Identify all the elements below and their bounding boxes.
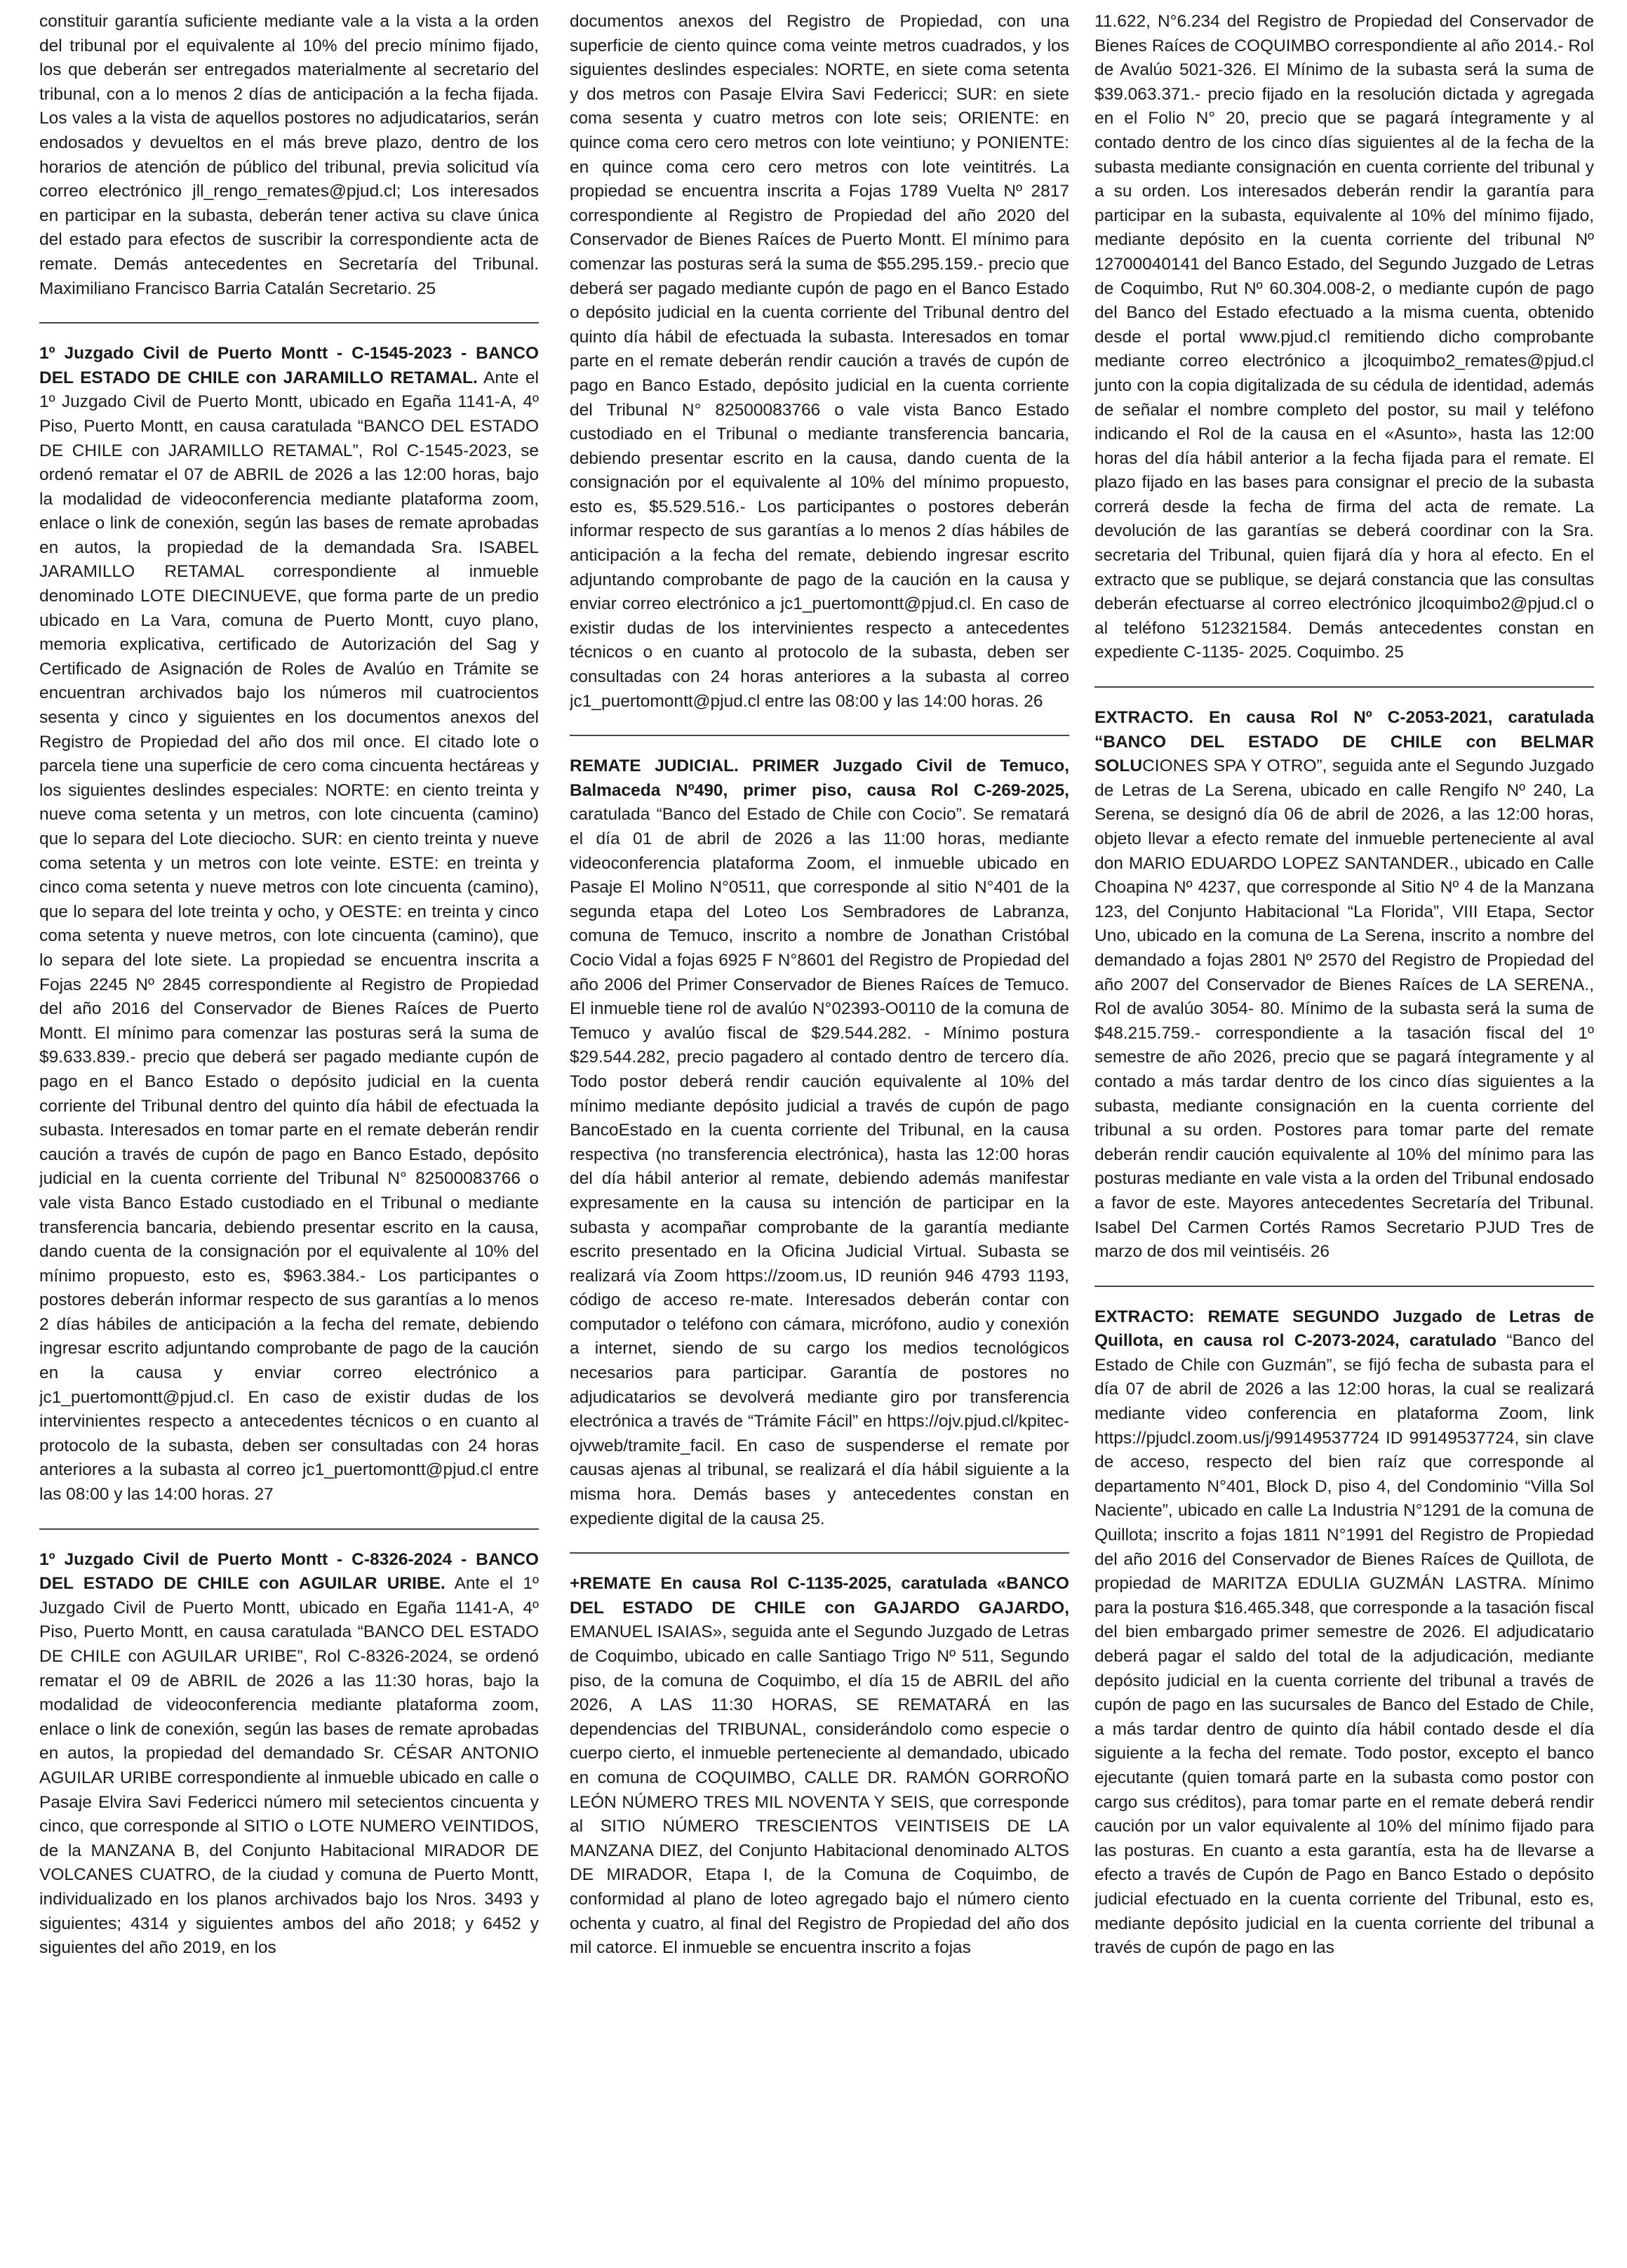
notice-3-1 [1094,10,1594,665]
notice-2-2 [570,754,1069,1531]
notice-heading: EXTRACTO: REMATE SEGUNDO Juzgado de Letras de Quillota, en causa rol C-2073-2024, caratulado [1094,1307,1594,1351]
notice-3-2 [1094,706,1594,1265]
notice-heading: 1º Juzgado Civil de Puerto Montt - C-8326-2024 - BANCO DEL ESTADO DE CHILE con AGUILAR URIBE. [39,1549,539,1594]
notice-body: “Banco del Estado de Chile con Guzmán”, se fijó fecha de subasta para el día 07 de abril de 2026 a las 12:00 horas, la cual se realizará mediante video conferencia en plataforma Zoom, link https://pjudcl.zoom.us/j/99149537724 ID 99149537724, sin clave de acceso, respecto del bien raíz que corresponde al departamento N°401, Block D, piso 4, del Condominio “Villa Sol Naciente”, ubicado en calle La Industria N°1291 de la comuna de Quillota; inscrito a fojas 1811 N°1991 del Registro de Propiedad del año 2016 del Conservador de Bienes Raíces de Quillota, de propiedad de MARITZA EDULIA GUZMÁN LASTRA. Mínimo para la postura $16.465.348, que corresponde a la tasación fiscal del bien embargado primer semestre de 2026. El adjudicatario deberá pagar el saldo del total de la adjudicación, mediante depósito judicial en la cuenta corriente del tribunal a través de cupón de pago en las sucursales de Banco del Estado de Chile, a más tardar dentro de quinto día hábil contado desde el día siguiente a la fecha del remate. Todo postor, excepto el banco ejecutante (quien tomará parte en la subasta como postor con cargo sus créditos), para tomar parte en el remate deberá rendir caución por un valor equivalente al 10% del mínimo fijado para las posturas. En cuanto a esta garantía, esta ha de llevarse a efecto a través de Cupón de Pago en Banco Estado o depósito judicial efectuado en la cuenta corriente del Tribunal, esto es, mediante depósito judicial en la cuenta corriente del tribunal a través de cupón de pago en las [1094,1331,1594,1958]
notice-body: 11.622, N°6.234 del Registro de Propiedad del Conservador de Bienes Raíces de COQUIMBO correspondiente al año 2014.- Rol de Avalúo 5021-326. El Mínimo de la subasta será la suma de $39.063.371.- precio fijado en la resolución dictada y agregada en el Folio N° 20, precio que se pagará íntegramente y al contado dentro de los cinco días siguientes al de la fecha de la subasta mediante consignación en cuenta corriente del tribunal y a su orden. Los interesados deberán rendir la garantía para participar en la subasta, equivalente al 10% del mínimo fijado, mediante depósito en la cuenta corriente del tribunal Nº 12700040141 del Banco Estado, del Segundo Juzgado de Letras de Coquimbo, Rut Nº 60.304.008-2, o mediante cupón de pago del Banco del Estado efectuado a la misma cuenta, obtenido desde el portal www.pjud.cl remitiendo dicho comprobante mediante correo electrónico a jlcoquimbo2_remates@pjud.cl junto con la copia digitalizada de su cédula de identidad, además de señalar el nombre completo del postor, su mail y teléfono indicando el Rol de la causa en el «Asunto», hasta las 12:00 horas del día hábil anterior a la fecha fijada para el remate. El plazo fijado en las bases para consignar el precio de la subasta correrá desde la fecha de firma del acta de remate. La devolución de las garantías se deberá coordinar con la Sra. secretaria del Tribunal, quien fijará día y hora al efecto. En el extracto que se publique, se dejará constancia que las consultas deberán efectuarse al correo electrónico jlcoquimbo2@pjud.cl o al teléfono 512321584. Demás antecedentes constan en expediente C-1135- 2025. Coquimbo. 25 [1094,12,1594,662]
column-1 [39,10,539,2262]
divider-line [1094,686,1594,688]
notice-2-3 [570,1572,1069,1961]
notice-body: constituir garantía suficiente mediante vale a la vista a la orden del tribunal por el equivalente al 10% del precio mínimo fijado, los que deberán ser entregados materialmente al secretario del tribunal, con a lo menos 2 días de anticipación a la fecha fijada. Los vales a la vista de aquellos postores no adjudicatarios, serán endosados y devueltos en el más breve plazo, dentro de los horarios de atención de público del tribunal, previa solicitud vía correo electrónico jll_rengo_remates@pjud.cl; Los interesados en participar en la subasta, deberán tener activa su clave única del estado para efectos de suscribir la correspondiente acta de remate. Demás antecedentes en Secretaría del Tribunal. Maximiliano Francisco Barria Catalán Secretario. 25 [39,12,539,298]
notice-heading: 1º Juzgado Civil de Puerto Montt - C-1545-2023 - BANCO DEL ESTADO DE CHILE con JARAMILLO RETAMAL. [39,344,539,387]
divider-line [570,1552,1069,1554]
notice-body: Ante el 1º Juzgado Civil de Puerto Montt, ubicado en Egaña 1141-A, 4º Piso, Puerto Montt, en causa caratulada “BANCO DEL ESTADO DE CHILE con JARAMILLO RETAMAL”, Rol C-1545-2023, se ordenó rematar el 07 de ABRIL de 2026 a las 12:00 horas, bajo la modalidad de videoconferencia mediante plataforma zoom, enlace o link de conexión, según las bases de remate aprobadas en autos, la propiedad de la demandada Sra. ISABEL JARAMILLO RETAMAL correspondiente al inmueble denominado LOTE DIECINUEVE, que forma parte de un predio ubicado en La Vara, comuna de Puerto Montt, cuyo plano, memoria explicativa, certificado de Autorización del Sag y Certificado de Asignación de Roles de Avalúo en Trámite se encuentran archivados bajo los números mil cuatrocientos sesenta y cinco y siguientes en los documentos anexos del Registro de Propiedad del año dos mil once. El citado lote o parcela tiene una superficie de cero coma cincuenta hectáreas y los siguientes deslindes especiales: NORTE: en ciento treinta y nueve coma setenta y un metros, con lote cincuenta (camino) que lo separa del Lote dieciocho. SUR: en ciento treinta y nueve coma setenta y un metros con lote veinte. ESTE: en treinta y cinco coma setenta y nueve metros con lote cincuenta (camino), que lo separa del lote treinta y ocho, y OESTE: en treinta y cinco coma setenta y nueve metros, con lote cincuenta (camino), que lo separa del lote siete. La propiedad se encuentra inscrita a Fojas 2245 Nº 2845 correspondiente al Registro de Propiedad del año 2016 del Conservador de Bienes Raíces de Puerto Montt. El mínimo para comenzar las posturas será la suma de $9.633.839.- precio que deberá ser pagado mediante cupón de pago en el Banco Estado o depósito judicial en la cuenta corriente del Tribunal dentro del quinto día hábil de efectuada la subasta. Interesados en tomar parte en el remate deberán rendir caución a través de cupón de pago en Banco Estado, depósito judicial en la cuenta corriente del Tribunal N° 82500083766 o vale vista Banco Estado custodiado en el Tribunal o mediante transferencia bancaria, debiendo presentar escrito en la causa, dando cuenta de la consignación por el equivalente al 10% del mínimo propuesto, esto es, $963.384.- Los participantes o postores deberán informar respecto de sus garantías a lo menos 2 días hábiles de anticipación a la fecha del remate, debiendo ingresar escrito adjuntando comprobante de pago de la caución en la causa y enviar correo electrónico a jc1_puertomontt@pjud.cl. En caso de existir dudas de los intervinientes respecto a antecedentes técnicos o en cuanto al protocolo de la subasta, deben ser consultadas con 24 horas anteriores a la subasta al correo jc1_puertomontt@pjud.cl entre las 08:00 y las 14:00 horas. 27 [39,368,539,1505]
notice-body: EMANUEL ISAIAS», seguida ante el Segundo Juzgado de Letras de Coquimbo, ubicado en calle Santiago Trigo Nº 511, Segundo piso, de la comuna de Coquimbo, el día 15 de ABRIL del año 2026, A LAS 11:30 HORAS, SE REMATARÁ en las dependencias del TRIBUNAL, considerándolo como especie o cuerpo cierto, el inmueble perteneciente al demandado, ubicado en comuna de COQUIMBO, CALLE DR. RAMÓN GORROÑO LEÓN NÚMERO TRES MIL NOVENTA Y SEIS, que corresponde al SITIO NÚMERO TRESCIENTOS VEINTISEIS DE LA MANZANA DIEZ, del Conjunto Habitacional denominado ALTOS DE MIRADOR, Etapa I, de la Comuna de Coquimbo, de conformidad al plano de loteo agregado bajo el número ciento ochenta y cuatro, al final del Registro de Propiedad del año dos mil catorce. El inmueble se encuentra inscrito a fojas [570,1622,1069,1958]
notice-heading: EXTRACTO. En causa Rol Nº C-2053-2021, caratulada “BANCO DEL ESTADO DE CHILE con BELMAR SOLU [1094,708,1594,776]
notice-1-2 [39,342,539,1507]
notice-body: caratulada “Banco del Estado de Chile con Cocio”. Se rematará el día 01 de abril de 2026 a las 11:00 horas, mediante videoconferencia plataforma Zoom, el inmueble ubicado en Pasaje El Molino N°0511, que corresponde al sitio N°401 de la segunda etapa del Loteo Los Sembradores de Labranza, comuna de Temuco, inscrito a nombre de Jonathan Cristóbal Cocio Vidal a fojas 6925 F N°8601 del Registro de Propiedad del año 2006 del Primer Conservador de Bienes Raíces de Temuco. El inmueble tiene rol de avalúo N°02393-O0110 de la comuna de Temuco y avalúo fiscal de $29.544.282. - Mínimo postura $29.544.282, precio pagadero al contado dentro de tercero día. Todo postor deberá rendir caución equivalente al 10% del mínimo mediante depósito judicial a través de cupón de pago BancoEstado en la cuenta corriente del Tribunal, en la causa respectiva (no transferencia electrónica), hasta las 12:00 horas del día hábil anterior al remate, debiendo además manifestar expresamente en la causa su intención de participar en la subasta y acompañar comprobante de la garantía mediante escrito presentado en la Oficina Judicial Virtual. Subasta se realizará vía Zoom https://zoom.us, ID reunión 946 4793 1193, código de acceso re-mate. Interesados deberán contar con computador o teléfono con cámara, micrófono, audio y conexión a internet, siendo de su cargo los medios tecnológicos necesarios para participar. Garantía de postores no adjudicatarios se devolverá mediante giro por transferencia electrónica a través de “Trámite Fácil” en https://ojv.pjud.cl/kpitec-ojvweb/tramite_facil. En caso de suspenderse el remate por causas ajenas al tribunal, se realizará el día hábil siguiente a la misma hora. Demás bases y antecedentes constan en expediente digital de la causa 25. [570,805,1069,1528]
notice-1-1 [39,10,539,301]
column-3 [1094,10,1594,2262]
divider-line [39,1528,539,1530]
notice-1-3 [39,1548,539,1961]
notice-2-1 [570,10,1069,714]
notice-body: documentos anexos del Registro de Propiedad, con una superficie de ciento quince coma veinte metros cuadrados, y los siguientes deslindes especiales: NORTE, en siete coma setenta y dos metros con Pasaje Elvira Savi Federicci; SUR: en siete coma sesenta y cuatro metros con lote seis; ORIENTE: en quince coma cero cero metros con lote veintiuno; y PONIENTE: en quince coma cero cero metros con lote veintitrés. La propiedad se encuentra inscrita a Fojas 1789 Vuelta Nº 2817 correspondiente al Registro de Propiedad del año 2020 del Conservador de Bienes Raíces de Puerto Montt. El mínimo para comenzar las posturas será la suma de $55.295.159.- precio que deberá ser pagado mediante cupón de pago en el Banco Estado o depósito judicial en la cuenta corriente del Tribunal dentro del quinto día hábil de efectuada la subasta. Interesados en tomar parte en el remate deberán rendir caución a través de cupón de pago en Banco Estado, depósito judicial en la cuenta corriente del Tribunal N° 82500083766 o vale vista Banco Estado custodiado en el Tribunal o mediante transferencia bancaria, debiendo presentar escrito en la causa, dando cuenta de la consignación por el equivalente al 10% del mínimo propuesto, esto es, $5.529.516.- Los participantes o postores deberán informar respecto de sus garantías a lo menos 2 días hábiles de anticipación a la fecha del remate, debiendo ingresar escrito adjuntando comprobante de pago de la caución en la causa y enviar correo electrónico a jc1_puertomontt@pjud.cl. En caso de existir dudas de los intervinientes respecto a antecedentes técnicos o en cuanto al protocolo de la subasta, deben ser consultadas con 24 horas anteriores a la subasta al correo jc1_puertomontt@pjud.cl entre las 08:00 y las 14:00 horas. 26 [570,12,1069,711]
column-2 [570,10,1069,2262]
notice-body: CIONES SPA Y OTRO”, seguida ante el Segundo Juzgado de Letras de La Serena, ubicado en calle Rengifo Nº 240, La Serena, se designó día 06 de abril de 2026, a las 12:00 horas, objeto llevar a efecto remate del inmueble perteneciente al aval don MARIO EDUARDO LOPEZ SANTANDER., ubicado en Calle Choapina Nº 4237, que corresponde al Sitio Nº 4 de la Manzana 123, del Conjunto Habitacional “La Florida”, VIII Etapa, Sector Uno, ubicado en la comuna de La Serena, inscrito a nombre del demandado a fojas 2801 Nº 2570 del Registro de Propiedad del año 2007 del Conservador de Bienes Raíces de LA SERENA., Rol de avalúo 3054- 80. Mínimo de la subasta será la suma de $48.215.759.- correspondiente a la tasación fiscal del 1º semestre de año 2026, precio que se pagará íntegramente y al contado a más tardar dentro de los cinco días siguientes a la subasta, mediante consignación en la cuenta corriente del tribunal a su orden. Postores para tomar parte del remate deberán rendir caución equivalente al 10% del mínimo para las posturas mediante en vale vista a la orden del Tribunal endosado a favor de este. Mayores antecedentes Secretaría del Tribunal. Isabel Del Carmen Cortés Ramos Secretario PJUD Tres de marzo de dos mil veintiséis. 26 [1094,756,1594,1262]
divider-line [39,322,539,323]
notice-3-3 [1094,1305,1594,1961]
notice-heading: +REMATE En causa Rol C-1135-2025, caratulada «BANCO DEL ESTADO DE CHILE con GAJARDO GAJARDO, [570,1574,1069,1617]
notice-body: Ante el 1º Juzgado Civil de Puerto Montt, ubicado en Egaña 1141-A, 4º Piso, Puerto Montt, en causa caratulada “BANCO DEL ESTADO DE CHILE con AGUILAR URIBE”, Rol C-8326-2024, se ordenó rematar el 09 de ABRIL de 2026 a las 11:30 horas, bajo la modalidad de videoconferencia mediante plataforma zoom, enlace o link de conexión, según las bases de remate aprobadas en autos, la propiedad del demandado Sr. CÉSAR ANTONIO AGUILAR URIBE correspondiente al inmueble ubicado en calle o Pasaje Elvira Savi Federicci número mil setecientos cincuenta y cinco, que corresponde al SITIO o LOTE NUMERO VEINTIDOS, de la MANZANA B, del Conjunto Habitacional MIRADOR DE VOLCANES CUATRO, de la ciudad y comuna de Puerto Montt, individualizado en los planos archivados bajo los Nros. 3493 y siguientes; 4314 y siguientes ambos del año 2018; y 6452 y siguientes del año 2019, en los [39,1574,539,1958]
divider-line [1094,1286,1594,1287]
notice-heading: REMATE JUDICIAL. PRIMER Juzgado Civil de Temuco, Balmaceda Nº490, primer piso, causa Rol C-269-2025, [570,756,1069,800]
divider-line [570,735,1069,736]
